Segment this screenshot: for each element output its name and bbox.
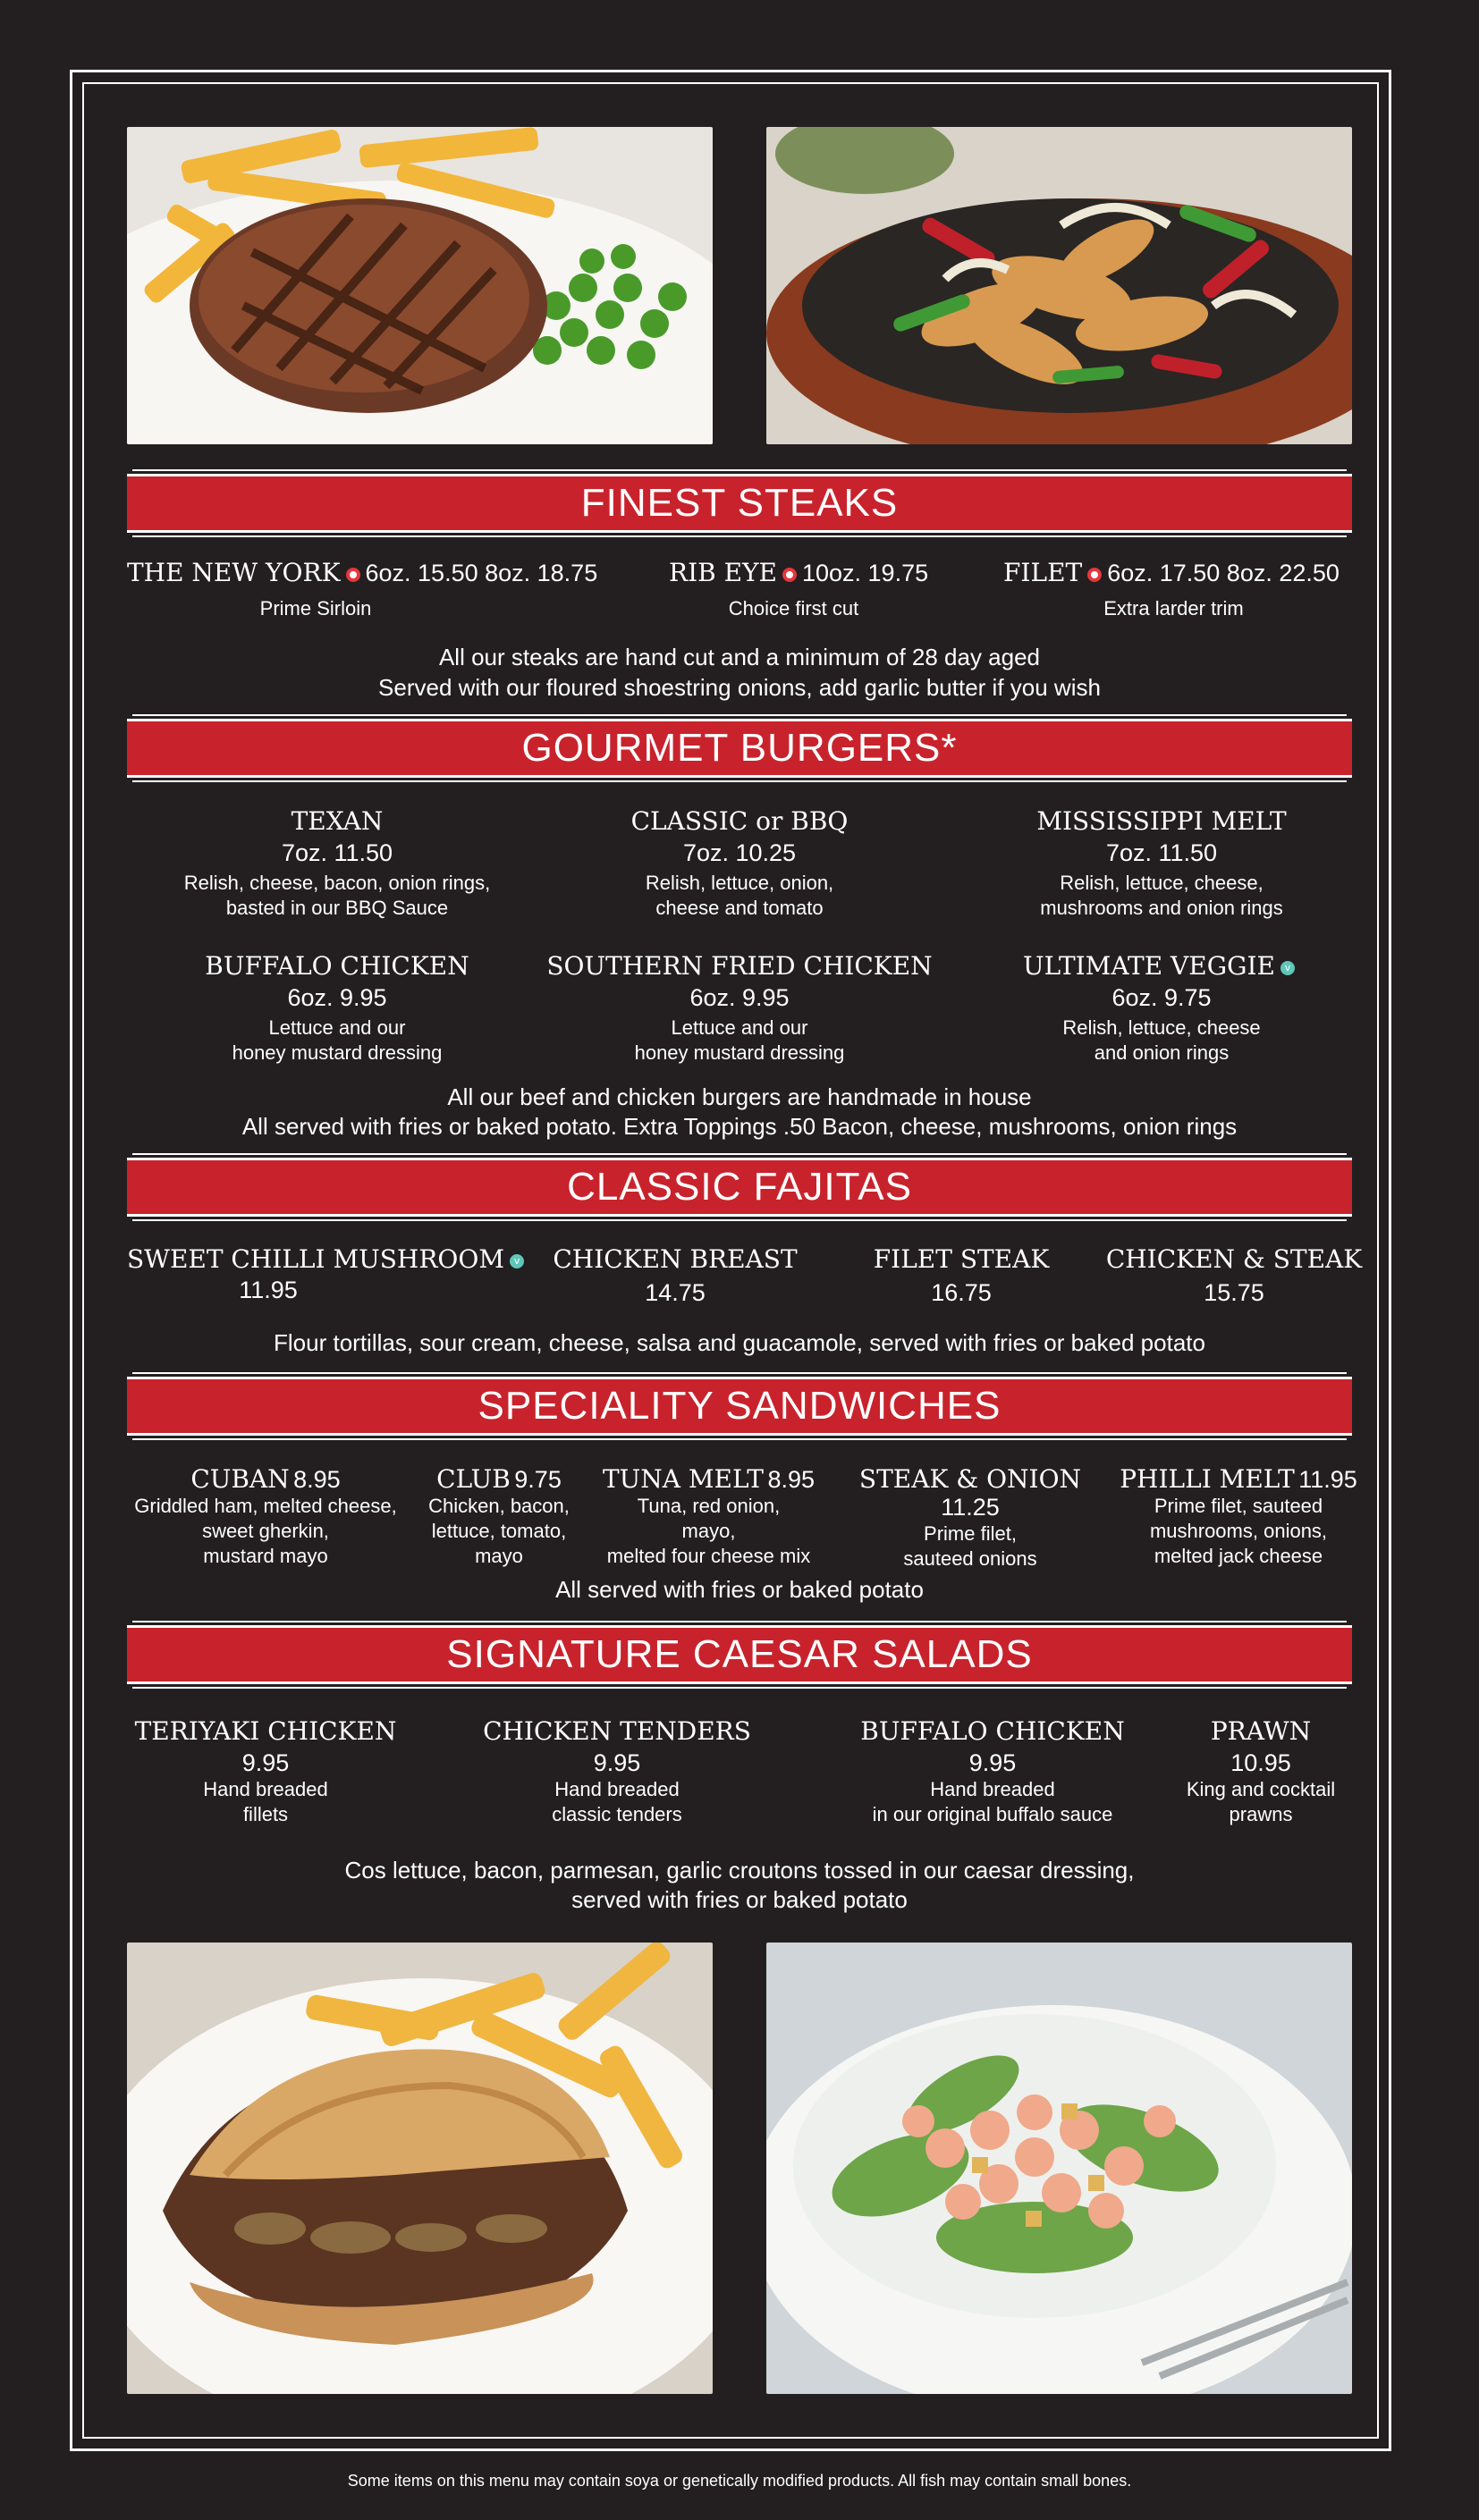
fajita-item-chicken-steak	[1100, 1244, 1368, 1307]
item-price: 8.95	[293, 1466, 341, 1493]
item-price: 6oz. 9.95	[689, 984, 790, 1011]
item-price: 11.95	[1298, 1466, 1357, 1493]
item-desc-2: honey mustard dressing	[232, 1041, 443, 1064]
section-banner-burgers: GOURMET BURGERS*	[127, 719, 1352, 778]
item-name: RIB EYE	[669, 558, 777, 587]
item-name: ULTIMATE VEGGIE	[1023, 951, 1275, 981]
red-dot-icon	[346, 568, 360, 582]
item-name: CLASSIC or BBQ	[630, 806, 849, 836]
salad-photo	[766, 1943, 1352, 2394]
sandwich-item-club	[414, 1464, 584, 1569]
item-name: STEAK & ONION	[858, 1464, 1082, 1494]
item-price: 6oz. 15.50 8oz. 18.75	[365, 560, 598, 586]
item-price: 7oz. 11.50	[281, 839, 393, 866]
item-desc-3: mustard mayo	[203, 1545, 328, 1567]
red-dot-icon	[1087, 568, 1102, 582]
burger-item-buffalo	[127, 951, 547, 1066]
item-desc-1: Prime filet,	[924, 1522, 1017, 1545]
veggie-icon: v	[1280, 961, 1295, 975]
burgers-note-2: All served with fries or baked potato. Extra Toppings .50 Bacon, cheese, mushrooms, onion rings	[241, 1113, 1238, 1140]
item-name: CHICKEN & STEAK	[1105, 1244, 1363, 1274]
item-desc-2: mushrooms, onions,	[1149, 1520, 1328, 1542]
item-desc-1: Hand breaded	[554, 1778, 680, 1800]
item-name: TERIYAKI CHICKEN	[134, 1716, 397, 1746]
item-price: 10.95	[1230, 1749, 1291, 1776]
item-desc-2: sweet gherkin,	[202, 1520, 329, 1542]
item-price: 9.95	[593, 1749, 641, 1776]
item-price: 6oz. 17.50 8oz. 22.50	[1107, 560, 1340, 586]
salad-item-tenders	[474, 1716, 760, 1827]
sandwich-item-philli-melt	[1118, 1464, 1359, 1569]
burger-item-classic	[529, 806, 950, 921]
sandwich-item-steak-onion	[832, 1464, 1109, 1572]
item-desc-2: prawns	[1229, 1803, 1293, 1825]
fajita-item-chicken-breast	[537, 1244, 814, 1307]
item-price: 16.75	[931, 1279, 992, 1306]
item-desc-2: mayo,	[681, 1520, 736, 1542]
item-name: SWEET CHILLI MUSHROOM	[127, 1244, 504, 1274]
burger-item-veggie	[951, 951, 1372, 1066]
item-price: 7oz. 10.25	[682, 839, 797, 866]
item-desc-1: King and cocktail	[1186, 1778, 1336, 1800]
item-desc-2: sauteed onions	[903, 1547, 1037, 1570]
item-name: FILET	[1003, 558, 1083, 587]
item-desc-1: Relish, lettuce, onion,	[645, 872, 834, 894]
item-desc-1: Chicken, bacon,	[428, 1495, 570, 1517]
item-name: TUNA MELT	[602, 1464, 764, 1494]
item-price: 9.75	[514, 1466, 562, 1493]
steaks-note-2: Served with our floured shoestring onions, add garlic butter if you wish	[378, 674, 1101, 701]
burgers-note-1: All our beef and chicken burgers are handmade in house	[447, 1083, 1032, 1110]
item-name: MISSISSIPPI MELT	[1036, 806, 1287, 836]
steak-item-new-york	[127, 558, 597, 587]
section-banner-sandwiches: SPECIALITY SANDWICHES	[127, 1377, 1352, 1436]
steak-item-rib-eye	[669, 558, 928, 587]
item-desc-1: Lettuce and our	[268, 1016, 406, 1039]
item-name: FILET STEAK	[873, 1244, 1050, 1274]
item-name: BUFFALO CHICKEN	[205, 951, 469, 981]
item-price: 15.75	[1204, 1279, 1264, 1306]
item-name: PRAWN	[1210, 1716, 1312, 1746]
item-desc-2: lettuce, tomato,	[431, 1520, 567, 1542]
item-desc-1: Relish, lettuce, cheese,	[1060, 872, 1263, 894]
item-desc-2: in our original buffalo sauce	[872, 1803, 1113, 1825]
steak-item-filet	[1003, 558, 1340, 587]
item-name: SOUTHERN FRIED CHICKEN	[546, 951, 933, 981]
item-desc-2: and onion rings	[1094, 1041, 1230, 1064]
item-desc-2: mushrooms and onion rings	[1040, 897, 1283, 919]
section-banner-steaks: FINEST STEAKS	[127, 474, 1352, 533]
item-price: 11.95	[239, 1277, 298, 1303]
salad-item-prawn	[1162, 1716, 1359, 1827]
item-desc-2: fillets	[242, 1803, 289, 1825]
item-desc-1: Tuna, red onion,	[637, 1495, 781, 1517]
sandwich-item-tuna-melt	[590, 1464, 827, 1569]
item-desc-3: melted four cheese mix	[606, 1545, 811, 1567]
item-name: CHICKEN TENDERS	[483, 1716, 751, 1746]
veggie-icon: v	[510, 1254, 524, 1268]
red-dot-icon	[782, 568, 797, 582]
item-desc-2: honey mustard dressing	[634, 1041, 845, 1064]
item-price: 14.75	[645, 1279, 706, 1306]
burger-item-southern	[529, 951, 950, 1066]
item-desc-1: Lettuce and our	[671, 1016, 808, 1039]
item-name: TEXAN	[291, 806, 384, 836]
burger-item-mississippi	[951, 806, 1372, 921]
item-price: 6oz. 9.95	[287, 984, 387, 1011]
burger-item-texan	[127, 806, 547, 921]
item-name: CHICKEN BREAST	[553, 1244, 798, 1274]
item-price: 9.95	[241, 1749, 290, 1776]
item-price: 10oz. 19.75	[801, 560, 929, 586]
item-desc-1: Hand breaded	[930, 1778, 1055, 1800]
item-price: 11.25	[941, 1494, 1000, 1521]
allergy-footer-note: Some items on this menu may contain soya or genetically modified products. All fish may contain small bones.	[347, 2472, 1132, 2490]
item-desc-3: melted jack cheese	[1154, 1545, 1323, 1567]
salads-note-1: Cos lettuce, bacon, parmesan, garlic croutons tossed in our caesar dressing,	[344, 1857, 1135, 1884]
item-desc-1: Relish, lettuce, cheese	[1062, 1016, 1261, 1039]
salad-item-teriyaki	[127, 1716, 404, 1827]
item-desc-2: classic tenders	[552, 1803, 682, 1825]
item-name: CUBAN	[190, 1464, 290, 1494]
item-name: THE NEW YORK	[127, 558, 341, 587]
steaks-note-1: All our steaks are hand cut and a minimum of 28 day aged	[438, 644, 1041, 670]
item-name: CLUB	[436, 1464, 511, 1494]
item-price: 8.95	[767, 1466, 815, 1493]
fajita-item-mushroom	[127, 1244, 529, 1274]
fajita-item-filet-steak	[849, 1244, 1073, 1307]
sandwich-item-cuban	[123, 1464, 409, 1569]
item-desc-1: Hand breaded	[203, 1778, 328, 1800]
section-banner-salads: SIGNATURE CAESAR SALADS	[127, 1625, 1352, 1684]
item-desc-1: Relish, cheese, bacon, onion rings,	[183, 872, 491, 894]
item-name: PHILLI MELT	[1120, 1464, 1295, 1494]
section-banner-fajitas: CLASSIC FAJITAS	[127, 1158, 1352, 1217]
item-price: 6oz. 9.75	[1111, 984, 1212, 1011]
steak-photo	[127, 127, 713, 444]
item-desc: Extra larder trim	[1103, 597, 1244, 619]
item-desc-3: mayo	[475, 1545, 523, 1567]
item-desc: Choice first cut	[728, 597, 859, 619]
item-desc-1: Prime filet, sauteed	[1154, 1495, 1323, 1517]
sandwiches-note: All served with fries or baked potato	[555, 1576, 924, 1603]
item-price: 9.95	[968, 1749, 1017, 1776]
item-desc-2: basted in our BBQ Sauce	[225, 897, 449, 919]
item-price: 7oz. 11.50	[1105, 839, 1218, 866]
item-desc: Prime Sirloin	[259, 597, 372, 619]
item-name: BUFFALO CHICKEN	[860, 1716, 1125, 1746]
fajita-photo	[766, 127, 1352, 444]
salad-item-buffalo	[841, 1716, 1145, 1827]
item-desc-1: Griddled ham, melted cheese,	[134, 1495, 397, 1517]
item-desc-2: cheese and tomato	[655, 897, 824, 919]
fajitas-note: Flour tortillas, sour cream, cheese, salsa and guacamole, served with fries or baked potato	[274, 1329, 1205, 1356]
sandwich-photo	[127, 1943, 713, 2394]
salads-note-2: served with fries or baked potato	[571, 1886, 908, 1913]
